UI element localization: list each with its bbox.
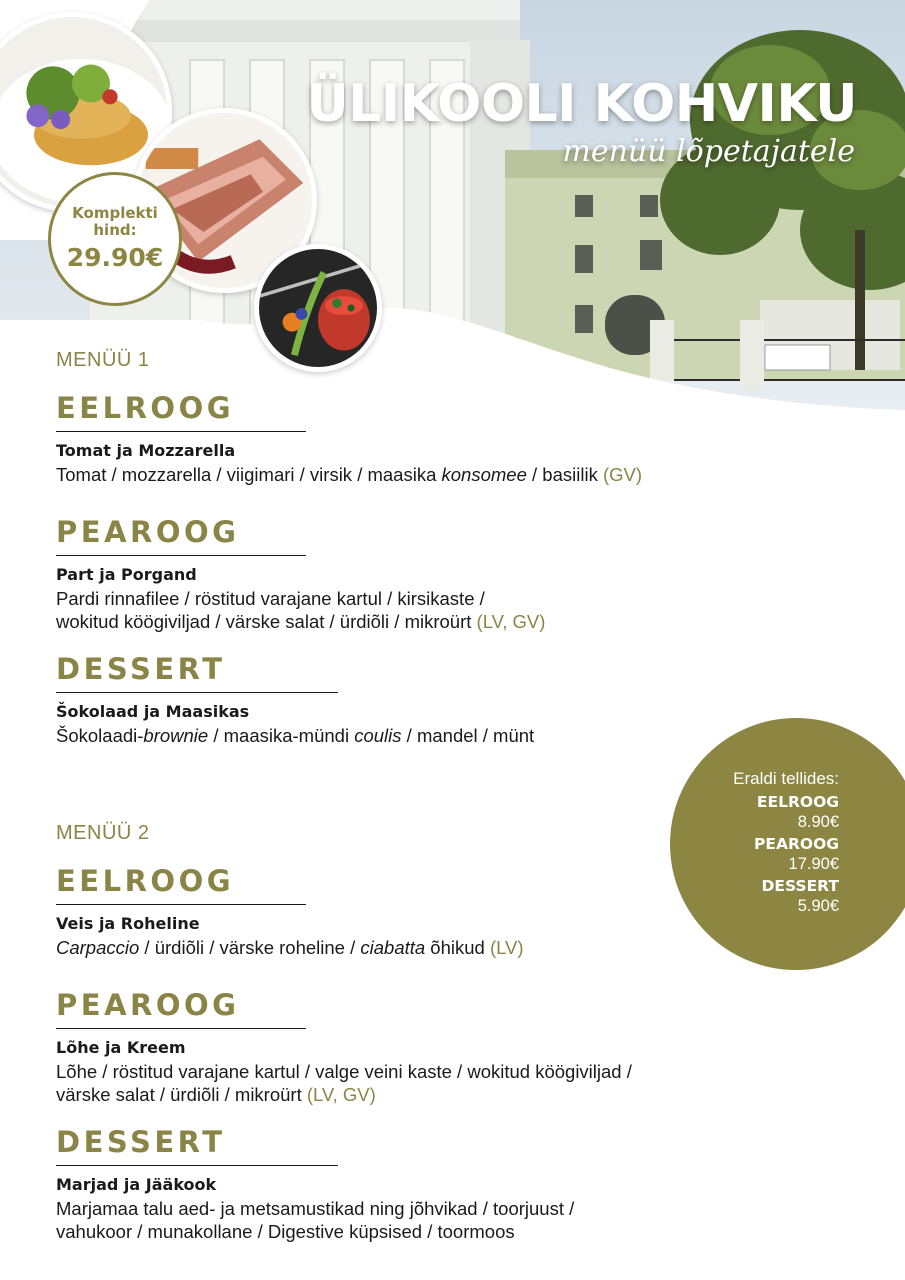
- dish-description: Lõhe / röstitud varajane kartul / valge veini kaste / wokitud köögiviljad / värske salat / ürdiõli / mikroürt (LV, GV): [56, 1061, 632, 1105]
- course-starter: [56, 864, 746, 959]
- course-heading: PEAROOG: [56, 988, 306, 1029]
- dish-description: Carpaccio / ürdiõli / värske roheline / ciabatta õhikud (LV): [56, 937, 524, 958]
- course-heading: PEAROOG: [56, 515, 306, 556]
- separate-course-name: DESSERT: [761, 877, 839, 895]
- dish-name: Tomat ja Mozzarella: [56, 441, 236, 460]
- page-title: ÜLIKOOLI KOHVIKU: [306, 74, 857, 134]
- separate-course-price: 17.90€: [788, 855, 839, 873]
- set-price-value: 29.90€: [66, 243, 164, 272]
- course-main: [56, 988, 746, 1106]
- course-starter: [56, 391, 746, 486]
- set-price-label-line2: hind:: [93, 221, 137, 239]
- dish-name: Šokolaad ja Maasikas: [56, 702, 250, 721]
- separate-course-price: 8.90€: [797, 813, 839, 831]
- page-subtitle: menüü lõpetajatele: [562, 134, 855, 169]
- diet-note: (LV, GV): [306, 1084, 376, 1105]
- menu-label: MENÜÜ 2: [56, 822, 150, 844]
- dish-description: Marjamaa talu aed- ja metsamustikad ning jõhvikad / toorjuust / vahukoor / munakollane / Digestive küpsised / toormoos: [56, 1198, 575, 1242]
- course-heading: EELROOG: [56, 391, 306, 432]
- diet-note: (GV): [602, 464, 643, 485]
- set-price-label-line1: Komplekti: [72, 204, 158, 222]
- course-heading: EELROOG: [56, 864, 306, 905]
- title-block: [306, 74, 857, 169]
- dish-name: Marjad ja Jääkook: [56, 1175, 217, 1194]
- separate-prices-intro: Eraldi tellides:: [733, 769, 839, 788]
- dish-description: Tomat / mozzarella / viigimari / virsik / maasika konsomee / basiilik (GV): [56, 464, 643, 485]
- course-heading: DESSERT: [56, 1125, 338, 1166]
- separate-course-price: 5.90€: [797, 897, 839, 915]
- menu-1: [56, 349, 746, 747]
- course-main: [56, 515, 746, 633]
- dish-name: Veis ja Roheline: [56, 914, 200, 933]
- course-heading: DESSERT: [56, 652, 338, 693]
- diet-note: (LV): [489, 937, 524, 958]
- menu-2: [56, 822, 746, 1243]
- separate-course-name: PEAROOG: [754, 835, 839, 853]
- menu-label: MENÜÜ 1: [56, 349, 150, 371]
- set-price-badge: [48, 172, 182, 306]
- course-dessert: [56, 652, 746, 747]
- dish-name: Part ja Porgand: [56, 565, 197, 584]
- diet-note: (LV, GV): [476, 611, 546, 632]
- dish-description: Šokolaadi-brownie / maasika-mündi coulis / mandel / münt: [56, 725, 535, 746]
- course-dessert: [56, 1125, 746, 1243]
- dish-name: Lõhe ja Kreem: [56, 1038, 186, 1057]
- dish-description: Pardi rinnafilee / röstitud varajane kartul / kirsikaste / wokitud köögiviljad / värske salat / ürdiõli / mikroürt (LV, GV): [56, 588, 546, 632]
- separate-prices-circle: [670, 718, 905, 970]
- separate-course-name: EELROOG: [756, 793, 839, 811]
